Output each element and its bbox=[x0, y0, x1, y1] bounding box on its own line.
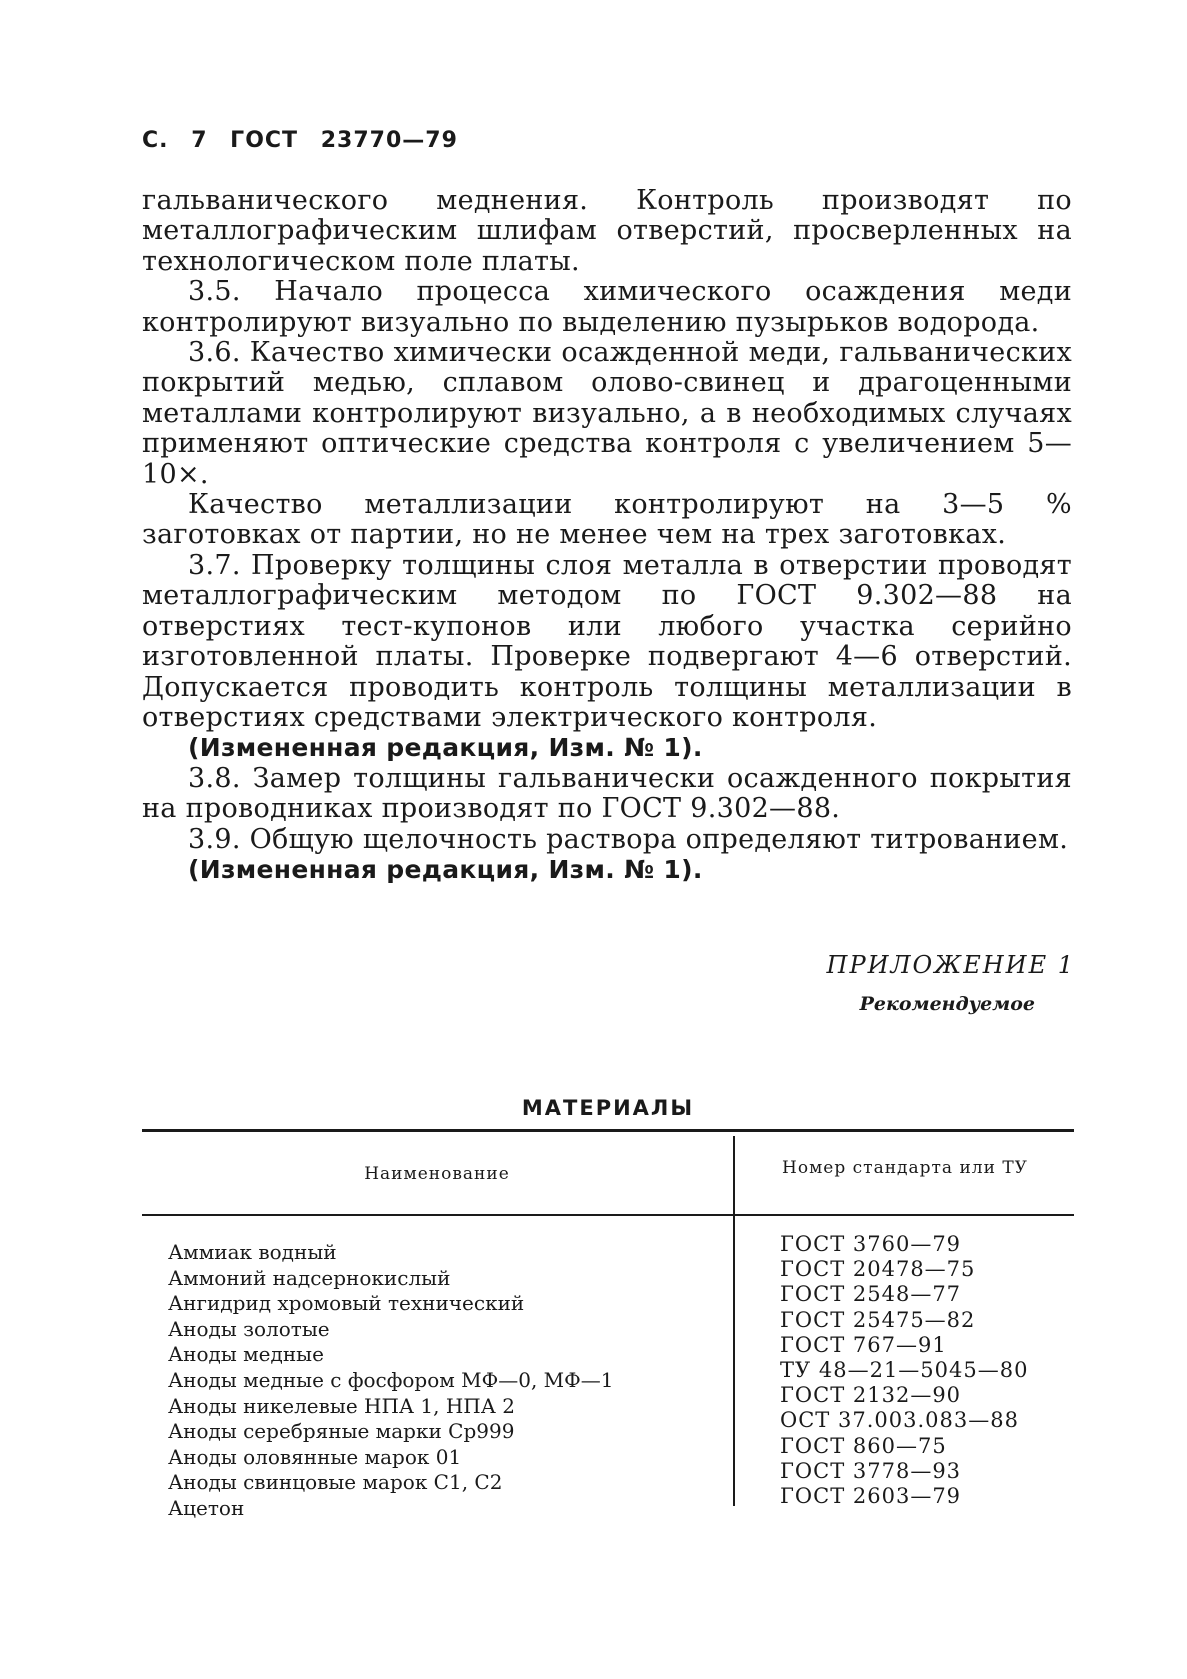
appendix-label bbox=[827, 951, 1075, 1015]
table-cell-name: Аммиак водный bbox=[168, 1240, 337, 1264]
table-column-divider bbox=[733, 1136, 735, 1506]
body-text bbox=[142, 186, 1072, 885]
paragraph: гальванического меднения. Контроль производят по металлографическим шлифам отверстий, просверленных на технологическом поле платы. bbox=[142, 185, 1072, 277]
table-cell-standard: ГОСТ 20478—75 bbox=[780, 1257, 976, 1282]
paragraph: 3.7. Проверку толщины слоя металла в отверстии проводят металлографическим методом по ГОСТ 9.302—88 на отверстиях тест-купонов или любого участка серийно изготовленной платы. Проверке подвергают 4—6 отверстий. Допускается проводить контроль толщины металлизации в отверстиях средствами электрического контроля. bbox=[142, 549, 1072, 733]
appendix-subtitle: Рекомендуемое bbox=[859, 993, 1035, 1015]
table-cell-name: Аноды оловянные марок 01 bbox=[168, 1444, 462, 1469]
table-cell-standard: ГОСТ 3760—79 bbox=[780, 1232, 962, 1256]
table-cell-standard: ГОСТ 2603—79 bbox=[780, 1484, 962, 1509]
doc-type: ГОСТ bbox=[230, 128, 299, 153]
table-cell-standard: ГОСТ 767—91 bbox=[780, 1332, 947, 1357]
paragraph: 3.5. Начало процесса химического осаждения меди контролируют визуально по выделению пузырьков водорода. bbox=[142, 276, 1072, 338]
table-title: МАТЕРИАЛЫ bbox=[521, 1096, 695, 1120]
table-cell-name: Ацетон bbox=[168, 1495, 245, 1520]
amendment-note: (Измененная редакция, Изм. № 1). bbox=[188, 733, 703, 763]
table-cell-name: Аноды серебряные марки Ср999 bbox=[168, 1419, 515, 1444]
table-top-rule bbox=[142, 1129, 1074, 1132]
page-header bbox=[142, 128, 472, 153]
materials-names bbox=[168, 1240, 614, 1522]
appendix-title: ПРИЛОЖЕНИЕ 1 bbox=[826, 951, 1075, 979]
table-cell-name: Аммоний надсернокислый bbox=[168, 1265, 451, 1290]
table-cell-name: Ангидрид хромовый технический bbox=[168, 1291, 525, 1316]
table-cell-name: Аноды золотые bbox=[168, 1316, 330, 1341]
table-cell-name: Аноды медные с фосфором МФ—0, МФ—1 bbox=[168, 1367, 614, 1392]
paragraph: 3.9. Общую щелочность раствора определяют титрованием. bbox=[188, 823, 1069, 855]
table-header-rule bbox=[142, 1214, 1074, 1216]
page-number: 7 bbox=[191, 128, 208, 153]
doc-code: 23770—79 bbox=[320, 128, 458, 153]
table-cell-standard: ТУ 48—21—5045—80 bbox=[780, 1358, 1029, 1383]
table-cell-standard: ГОСТ 860—75 bbox=[780, 1433, 947, 1458]
amendment-note: (Измененная редакция, Изм. № 1). bbox=[188, 854, 703, 884]
table-cell-standard: ГОСТ 2132—90 bbox=[780, 1383, 962, 1408]
table-cell-name: Аноды никелевые НПА 1, НПА 2 bbox=[168, 1393, 515, 1418]
paragraph: 3.8. Замер толщины гальванически осажденного покрытия на проводниках производят по ГОСТ 9.302—88. bbox=[142, 762, 1072, 825]
page-prefix: С. bbox=[142, 128, 169, 153]
table-cell-standard: ГОСТ 2548—77 bbox=[780, 1282, 962, 1307]
paragraph: Качество металлизации контролируют на 3—5 % заготовках от партии, но не менее чем на трех заготовках. bbox=[142, 489, 1072, 551]
table-cell-standard: ГОСТ 3778—93 bbox=[780, 1458, 962, 1483]
column-header-standard: Номер стандарта или ТУ bbox=[782, 1158, 1028, 1178]
paragraph: 3.6. Качество химически осажденной меди, гальванических покрытий медью, сплавом олово-свинец и драгоценными металлами контролируют визуально, а в необходимых случаях применяют оптические средства контроля с увеличением 5—10×. bbox=[142, 337, 1072, 490]
table-cell-name: Аноды медные bbox=[168, 1342, 324, 1367]
table-cell-standard: ОСТ 37.003.083—88 bbox=[780, 1408, 1019, 1433]
column-header-name: Наименование bbox=[364, 1164, 510, 1184]
materials-standards bbox=[780, 1232, 1028, 1509]
table-cell-name: Аноды свинцовые марок С1, С2 bbox=[168, 1470, 503, 1495]
table-cell-standard: ГОСТ 25475—82 bbox=[780, 1307, 976, 1332]
